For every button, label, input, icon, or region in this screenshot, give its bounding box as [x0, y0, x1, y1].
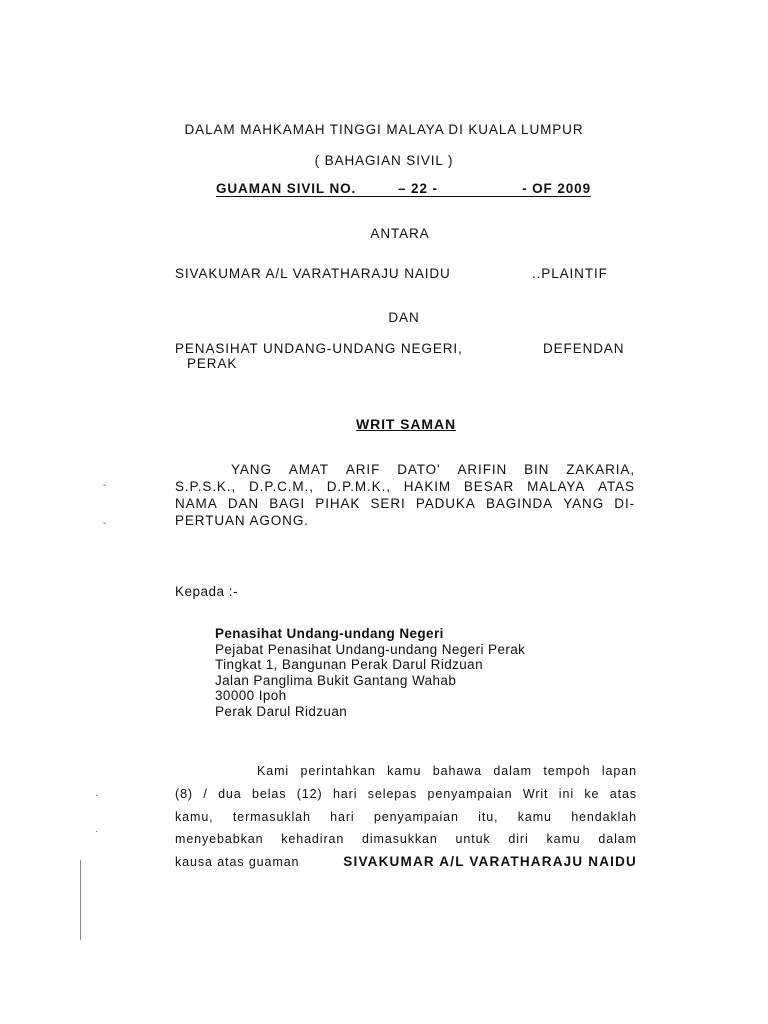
word: termasuklah [232, 809, 311, 824]
word: dua [218, 786, 242, 801]
scan-mark: · [95, 826, 99, 837]
body-line [175, 806, 637, 829]
word: (8) [175, 786, 193, 801]
word: kehadiran [281, 832, 345, 847]
and-label: DAN [388, 310, 420, 325]
plaintiff-role: ..PLAINTIF [532, 266, 608, 281]
preamble-line [175, 512, 635, 529]
body-text [257, 760, 637, 783]
word: PADUKA [415, 496, 476, 511]
scan-mark: - [103, 518, 107, 529]
body-last-party: SIVAKUMAR A/L VARATHARAJU NAIDU [343, 854, 637, 870]
word: ARIF [345, 462, 381, 477]
recipient-name: Penasihat Undang-undang Negeri [215, 626, 444, 641]
suit-year: - OF 2009 [522, 181, 591, 196]
word: perintahkan [300, 764, 376, 778]
word: Writ [522, 786, 549, 801]
word: HAKIM [403, 479, 452, 494]
body-text [175, 806, 637, 829]
word: dimasukkan [362, 832, 438, 847]
word: kamu [517, 809, 552, 824]
word: (12) [296, 786, 323, 801]
word: Kami [257, 764, 290, 778]
word: MALAYA [527, 479, 586, 494]
word: ATAS [598, 479, 635, 494]
address-line: Perak Darul Ridzuan [215, 703, 348, 719]
word: hari [332, 786, 358, 801]
suit-label: GUAMAN SIVIL NO. [216, 181, 357, 196]
defendant-name-line2: PERAK [187, 356, 238, 371]
word: diri [508, 832, 529, 847]
word: lapan [601, 764, 637, 778]
scan-mark: · [95, 790, 99, 801]
preamble-line [175, 495, 635, 512]
word: DATO' [397, 462, 441, 477]
preamble-text [175, 495, 635, 512]
word: SERI [370, 496, 406, 511]
word: NAMA [175, 496, 218, 511]
defendant-name-line1: PENASIHAT UNDANG-UNDANG NEGERI, [175, 341, 463, 356]
word: bahawa [432, 764, 482, 778]
plaintiff-name: SIVAKUMAR A/L VARATHARAJU NAIDU [175, 266, 451, 281]
word: D.P.M.K., [326, 479, 391, 494]
word: BIN [524, 462, 550, 477]
word: dalam [493, 764, 532, 778]
preamble-text: PERTUAN AGONG. [175, 513, 309, 528]
writ-heading: WRIT SAMAN [356, 416, 456, 432]
to-label: Kepada :- [175, 584, 239, 599]
word: AMAT [288, 462, 329, 477]
scan-edge-line [80, 860, 81, 940]
body-last-prefix: kausa atas guaman [175, 855, 300, 870]
word: S.P.S.K., [175, 479, 237, 494]
word: YANG [563, 496, 605, 511]
address-line: Jalan Panglima Bukit Gantang Wahab [215, 672, 457, 688]
address-line: Tingkat 1, Bangunan Perak Darul Ridzuan [215, 657, 483, 673]
body-text [175, 783, 637, 806]
scan-mark: - [103, 480, 107, 491]
word: untuk [455, 832, 491, 847]
word: DAN [227, 496, 260, 511]
command-paragraph [175, 760, 637, 874]
word: ZAKARIA, [566, 462, 635, 477]
defendant-role: DEFENDAN [543, 341, 625, 356]
recipient-address [215, 626, 525, 720]
preamble-text [175, 478, 635, 495]
word: BAGI [269, 496, 306, 511]
word: kamu [546, 832, 581, 847]
word: ke [584, 786, 600, 801]
word: BESAR [463, 479, 515, 494]
body-line [175, 851, 637, 874]
word: ARIFIN [457, 462, 508, 477]
word: PIHAK [315, 496, 361, 511]
preamble-text [231, 461, 635, 478]
word: BAGINDA [485, 496, 554, 511]
word: tempoh [543, 764, 591, 778]
word: DI- [614, 496, 635, 511]
word: selepas [367, 786, 418, 801]
word: menyebabkan [175, 832, 264, 847]
address-line: Pejabat Penasihat Undang-undang Negeri Perak [215, 641, 526, 657]
word: YANG [231, 462, 272, 477]
suit-number: – 22 - [398, 181, 438, 196]
preamble-line [175, 461, 635, 478]
court-division: ( BAHAGIAN SIVIL ) [314, 153, 454, 168]
word: atas [609, 786, 637, 801]
word: hendaklah [571, 809, 637, 824]
word: D.P.C.M., [249, 479, 314, 494]
word: hari [330, 809, 355, 824]
body-line [175, 783, 637, 806]
word: kamu, [175, 809, 214, 824]
body-line [175, 760, 637, 783]
word: itu, [478, 809, 499, 824]
word: / [203, 786, 208, 801]
word: kamu [387, 764, 422, 778]
word: penyampaian [427, 786, 513, 801]
body-text [175, 828, 637, 851]
court-title: DALAM MAHKAMAH TINGGI MALAYA DI KUALA LUMPUR [184, 122, 584, 137]
preamble-line [175, 478, 635, 495]
writ-preamble [175, 461, 635, 529]
word: dalam [598, 832, 637, 847]
between-label: ANTARA [370, 226, 430, 241]
suit-number-line [216, 181, 591, 197]
body-line [175, 828, 637, 851]
word: penyampaian [373, 809, 459, 824]
word: ini [558, 786, 575, 801]
word: belas [252, 786, 287, 801]
address-line: 30000 Ipoh [215, 688, 287, 704]
